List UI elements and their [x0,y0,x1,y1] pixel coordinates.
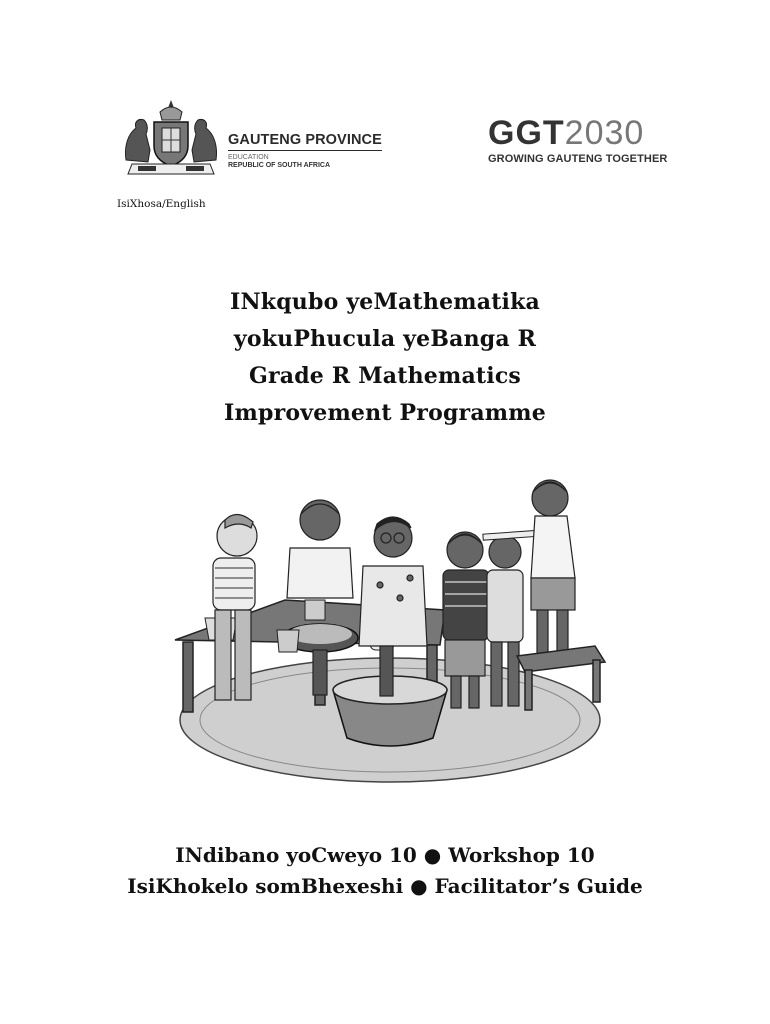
coat-of-arms-icon [118,98,224,178]
title-line-3: Grade R Mathematics [248,363,521,389]
ggt2030-logo [488,116,667,165]
children-measuring-illustration [165,470,615,790]
gauteng-wordmark [228,132,382,169]
title-line-1: INkqubo yeMathematika [229,289,541,315]
title-line-2: yokuPhucula yeBanga R [233,326,537,352]
gauteng-province-logo [118,98,388,178]
department-label: EDUCATION [228,154,269,161]
language-label: IsiXhosa/English [117,198,206,210]
ggt-mark-year: 2030 [564,114,645,152]
title-line-4: Improvement Programme [224,400,546,426]
workshop-info [0,840,770,902]
ggt-mark-bold: GGT [488,114,565,152]
child-1 [213,514,257,700]
document-title [0,284,770,432]
ggt-tagline: GROWING GAUTENG TOGETHER [488,153,668,165]
country-label: REPUBLIC OF SOUTH AFRICA [228,162,331,169]
guide-line: IsiKhokelo somBhexeshi ● Facilitator’s Guide [127,874,643,898]
gauteng-province-title: GAUTENG PROVINCE [228,132,382,151]
workshop-line: INdibano yoCweyo 10 ● Workshop 10 [175,843,595,867]
ggt-wordmark [488,116,667,150]
child-6 [531,480,575,654]
